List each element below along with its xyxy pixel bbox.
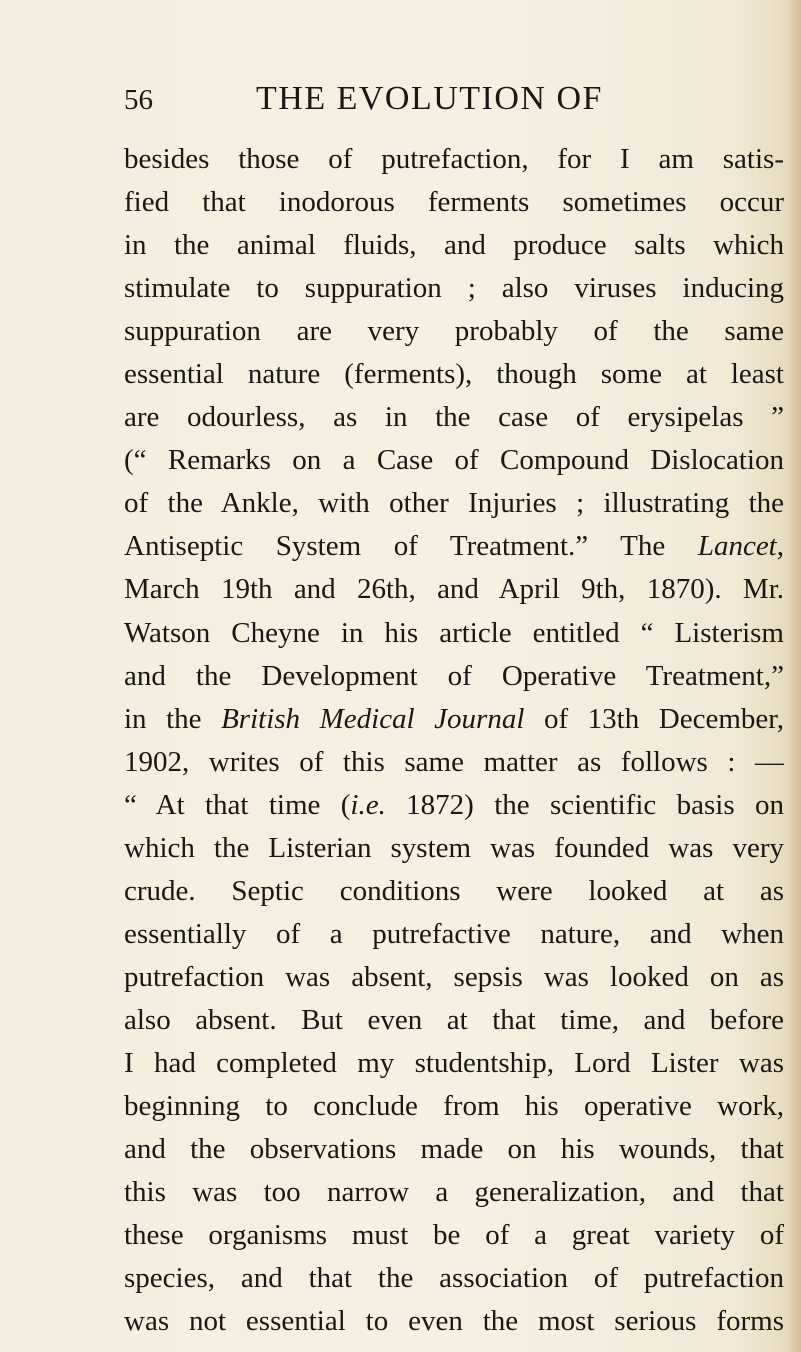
text-line: 1902, writes of this same matter as follows : — <box>124 745 784 778</box>
journal-title-bmj: British Medical Journal <box>221 702 525 735</box>
text-line: essential nature (ferments), though some at least <box>124 358 784 391</box>
text-line: essentially of a putrefactive nature, and when <box>124 917 784 950</box>
text-line: of the Ankle, with other Injuries ; illustrating the <box>124 487 784 520</box>
text-line: in the animal fluids, and produce salts which <box>124 229 784 262</box>
text-line: and the observations made on his wounds, that <box>124 1133 784 1166</box>
text-line: this was too narrow a generalization, and that <box>124 1176 784 1209</box>
text-line: fied that inodorous ferments sometimes occur <box>124 186 784 219</box>
running-head: THE EVOLUTION OF <box>256 80 603 117</box>
page-number: 56 <box>124 84 153 116</box>
text-segment: in the <box>124 702 222 735</box>
text-line: species, and that the association of putrefaction <box>124 1262 784 1295</box>
text-line: are odourless, as in the case of erysipelas ” <box>124 401 784 434</box>
text-line: also absent. But even at that time, and before <box>124 1003 784 1036</box>
page-header <box>124 80 784 132</box>
journal-title-lancet: Lancet <box>697 530 777 563</box>
text-line: and the Development of Operative Treatment,” <box>124 659 784 692</box>
text-line: Watson Cheyne in his article entitled “ Listerism <box>124 616 784 649</box>
text-line: which the Listerian system was founded was very <box>124 831 784 864</box>
text-line: I had completed my studentship, Lord Lister was <box>124 1046 784 1079</box>
text-segment: Antiseptic System of Treatment.” The <box>124 530 698 563</box>
text-line-with-italic <box>124 784 784 827</box>
page-edge-shadow <box>787 0 801 1352</box>
text-line-with-italic <box>124 525 784 568</box>
text-line-with-italic <box>124 698 784 741</box>
text-line: besides those of putrefaction, for I am satis- <box>124 143 784 175</box>
text-segment: of 13th December, <box>524 702 784 735</box>
text-line: stimulate to suppuration ; also viruses inducing <box>124 272 784 305</box>
text-line: these organisms must be of a great variety of <box>124 1219 784 1252</box>
text-line: was not essential to even the most serious forms <box>124 1305 784 1338</box>
abbreviation-ie: i.e. <box>350 788 386 821</box>
text-line: March 19th and 26th, and April 9th, 1870). Mr. <box>124 573 784 606</box>
body-text <box>124 138 784 1343</box>
text-line: putrefaction was absent, sepsis was looked on as <box>124 960 784 993</box>
text-line: crude. Septic conditions were looked at as <box>124 874 784 907</box>
text-segment: “ At that time ( <box>124 788 351 821</box>
text-line: (“ Remarks on a Case of Compound Dislocation <box>124 444 784 477</box>
text-segment: , <box>776 530 784 563</box>
text-line: beginning to conclude from his operative work, <box>124 1090 784 1123</box>
text-line: suppuration are very probably of the same <box>124 315 784 348</box>
text-segment: 1872) the scientific basis on <box>385 788 784 821</box>
